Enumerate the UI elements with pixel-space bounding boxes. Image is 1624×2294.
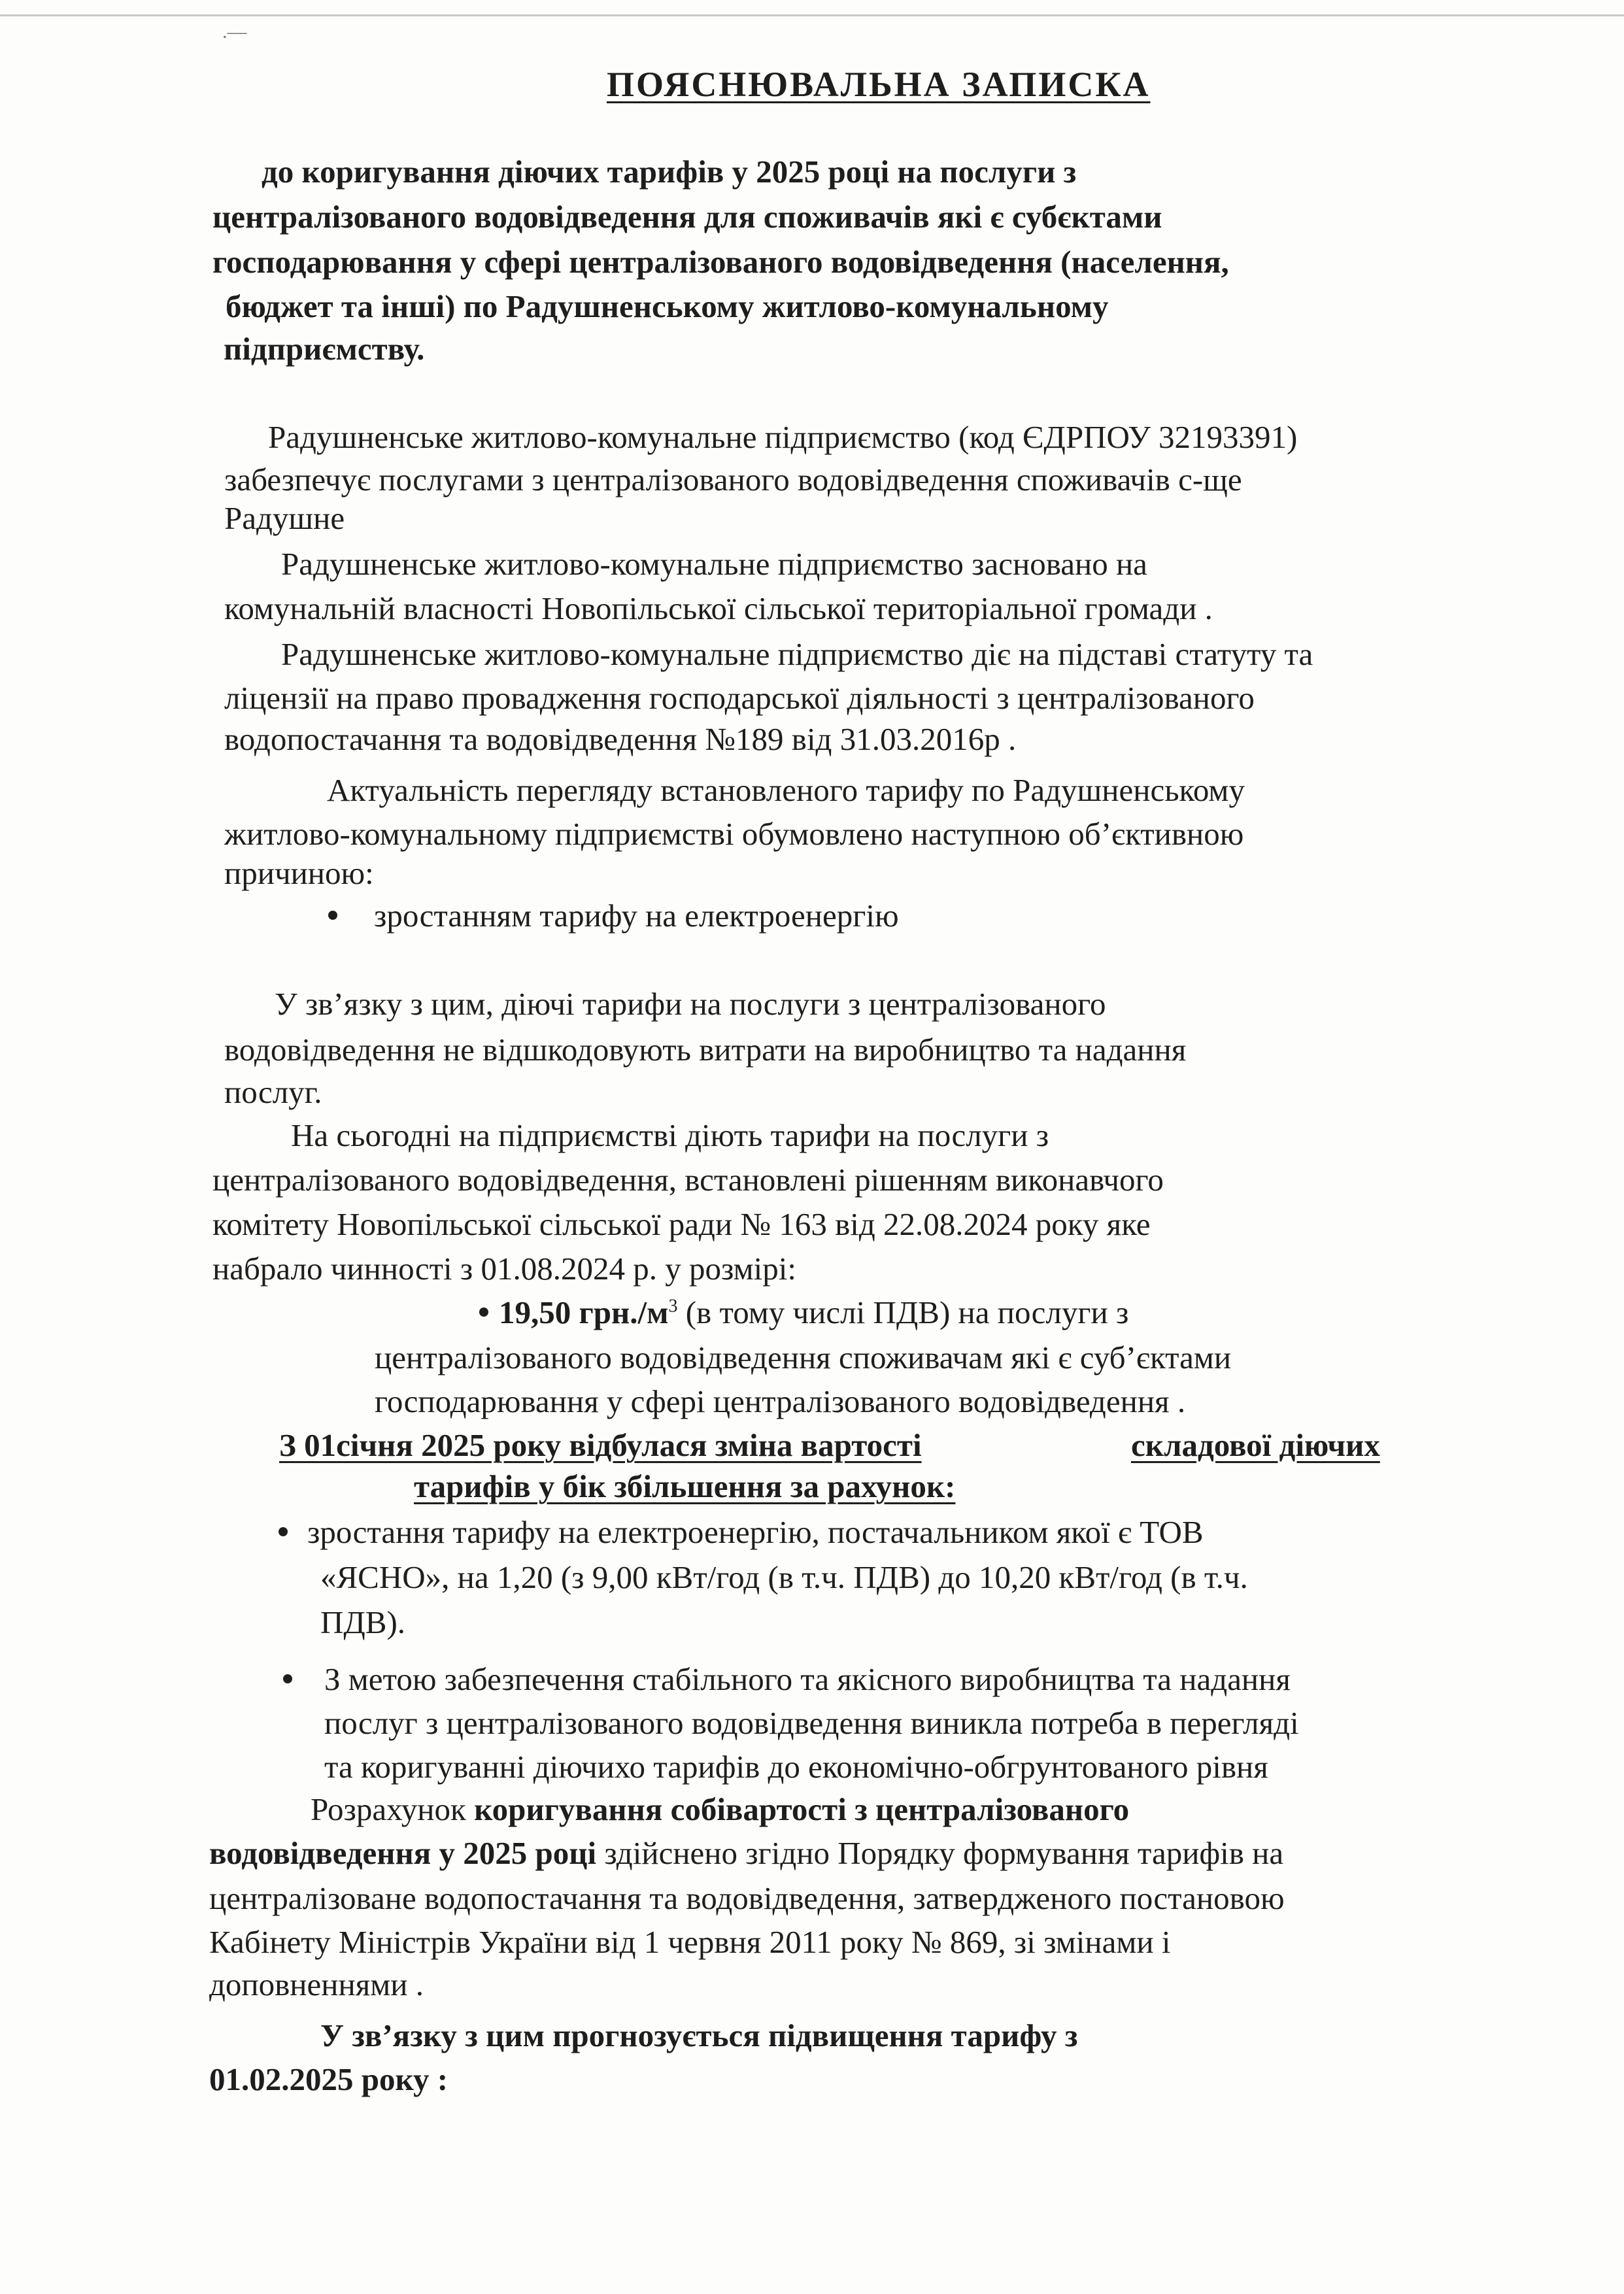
tariff-line-2: централізованого водовідведення споживачам які є суб’єктами bbox=[375, 1340, 1232, 1375]
para4-line-1: Актуальність перегляду встановленого тарифу по Радушненському bbox=[327, 772, 1245, 808]
para2-line-1: Радушненське житлово-комунальне підприємство засновано на bbox=[281, 546, 1147, 582]
para3-line-1: Радушненське житлово-комунальне підприємство діє на підставі статуту та bbox=[281, 636, 1313, 672]
para2-line-2: комунальній власності Новопільської сільської територіальної громади . bbox=[224, 590, 1213, 626]
tariff-line-1 bbox=[499, 1292, 1128, 1333]
scan-edge-line bbox=[0, 14, 1624, 16]
para6-line-2: централізованого водовідведення, встановлені рішенням виконавчого bbox=[212, 1162, 1164, 1198]
tariff-line-3: господарювання у сфері централізованого водовідведення . bbox=[375, 1383, 1186, 1419]
calc-line-2-bold: водовідведення у 2025 році bbox=[209, 1835, 597, 1871]
bullet2-line-1: зростання тарифу на електроенергію, постачальником якої є ТОВ bbox=[307, 1514, 1204, 1550]
calc-line-1 bbox=[311, 1789, 1129, 1830]
para3-line-2: ліцензії на право провадження господарської діяльності з централізованого bbox=[224, 680, 1255, 716]
bullet3-line-3: та коригуванні діючихо тарифів до економічно-обгрунтованого рівня bbox=[324, 1749, 1268, 1785]
para5-line-1: У зв’язку з цим, діючі тарифи на послуги з централізованого bbox=[275, 986, 1106, 1022]
para5-line-2: водовідведення не відшкодовують витрати на виробництво та надання bbox=[224, 1032, 1187, 1068]
bullet-dot bbox=[283, 1674, 292, 1683]
final-line-2: 01.02.2025 року : bbox=[209, 2061, 448, 2097]
document-title: ПОЯСНЮВАЛЬНА ЗАПИСКА bbox=[607, 65, 1151, 104]
tariff-value: 19,50 грн./м bbox=[499, 1294, 669, 1330]
para5-line-3: послуг. bbox=[224, 1074, 322, 1110]
bullet3-line-1: З метою забезпечення стабільного та якісного виробництва та надання bbox=[324, 1661, 1291, 1697]
bullet2-line-3: ПДВ). bbox=[320, 1604, 406, 1640]
calc-line-5: доповненнями . bbox=[209, 1966, 424, 2002]
scan-mark: .— bbox=[222, 21, 247, 42]
para1-line-3: Радушне bbox=[224, 500, 345, 536]
para1-line-2: забезпечує послугами з централізованого водовідведення споживачів с-ще bbox=[224, 462, 1242, 498]
para1-line-1: Радушненське житлово-комунальне підприємство (код ЄДРПОУ 32193391) bbox=[268, 419, 1298, 455]
subtitle-line-5: підприємству. bbox=[224, 331, 425, 367]
para4-line-2: житлово-комунальному підприємстві обумовлено наступною об’єктивною bbox=[224, 816, 1244, 852]
tariff-unit-superscript: 3 bbox=[668, 1296, 678, 1317]
bullet-dot bbox=[479, 1307, 488, 1317]
change-heading-part-2: складової діючих bbox=[1131, 1427, 1380, 1463]
calc-line-2 bbox=[209, 1833, 1283, 1874]
change-heading-part-1: З 01січня 2025 року відбулася зміна вартості bbox=[279, 1427, 922, 1463]
para6-line-1: На сьогодні на підприємстві діють тарифи на послуги з bbox=[291, 1117, 1049, 1153]
change-heading-line-2: тарифів у бік збільшення за рахунок: bbox=[414, 1468, 956, 1504]
subtitle-line-1: до коригування діючих тарифів у 2025 році на послуги з bbox=[262, 154, 1077, 190]
bullet1-text: зростанням тарифу на електроенергію bbox=[374, 898, 899, 934]
calc-line-3: централізоване водопостачання та водовідведення, затвердженого постановою bbox=[209, 1880, 1285, 1916]
calc-line-1-bold: коригування собівартості з централізованого bbox=[474, 1791, 1130, 1827]
para3-line-3: водопостачання та водовідведення №189 від 31.03.2016р . bbox=[224, 721, 1017, 757]
final-line-1: У зв’язку з цим прогнозується підвищення тарифу з bbox=[320, 2017, 1078, 2053]
para6-line-4: набрало чинності з 01.08.2024 р. у розмірі: bbox=[212, 1251, 796, 1287]
bullet-dot bbox=[328, 911, 337, 920]
bullet2-line-2: «ЯСНО», на 1,20 (з 9,00 кВт/год (в т.ч. ПДВ) до 10,20 кВт/год (в т.ч. bbox=[320, 1559, 1248, 1595]
bullet-dot bbox=[279, 1527, 288, 1536]
bullet3-line-2: послуг з централізованого водовідведення виникла потреба в перегляді bbox=[324, 1705, 1299, 1741]
para4-line-3: причиною: bbox=[224, 855, 374, 891]
subtitle-line-3: господарювання у сфері централізованого водовідведення (населення, bbox=[212, 244, 1229, 280]
calc-line-4: Кабінету Міністрів України від 1 червня 2011 року № 869, зі змінами і bbox=[209, 1924, 1171, 1960]
calc-line-1-normal: Розрахунок bbox=[311, 1791, 475, 1827]
subtitle-line-2: централізованого водовідведення для споживачів які є субєктами bbox=[212, 199, 1162, 235]
tariff-line-1-rest: (в тому числі ПДВ) на послуги з bbox=[677, 1294, 1129, 1330]
para6-line-3: комітету Новопільської сільської ради № 163 від 22.08.2024 року яке bbox=[212, 1206, 1151, 1242]
subtitle-line-4: бюджет та інші) по Радушненському житлово-комунальному bbox=[226, 288, 1109, 324]
calc-line-2-normal: здійснено згідно Порядку формування тарифів на bbox=[596, 1835, 1284, 1871]
